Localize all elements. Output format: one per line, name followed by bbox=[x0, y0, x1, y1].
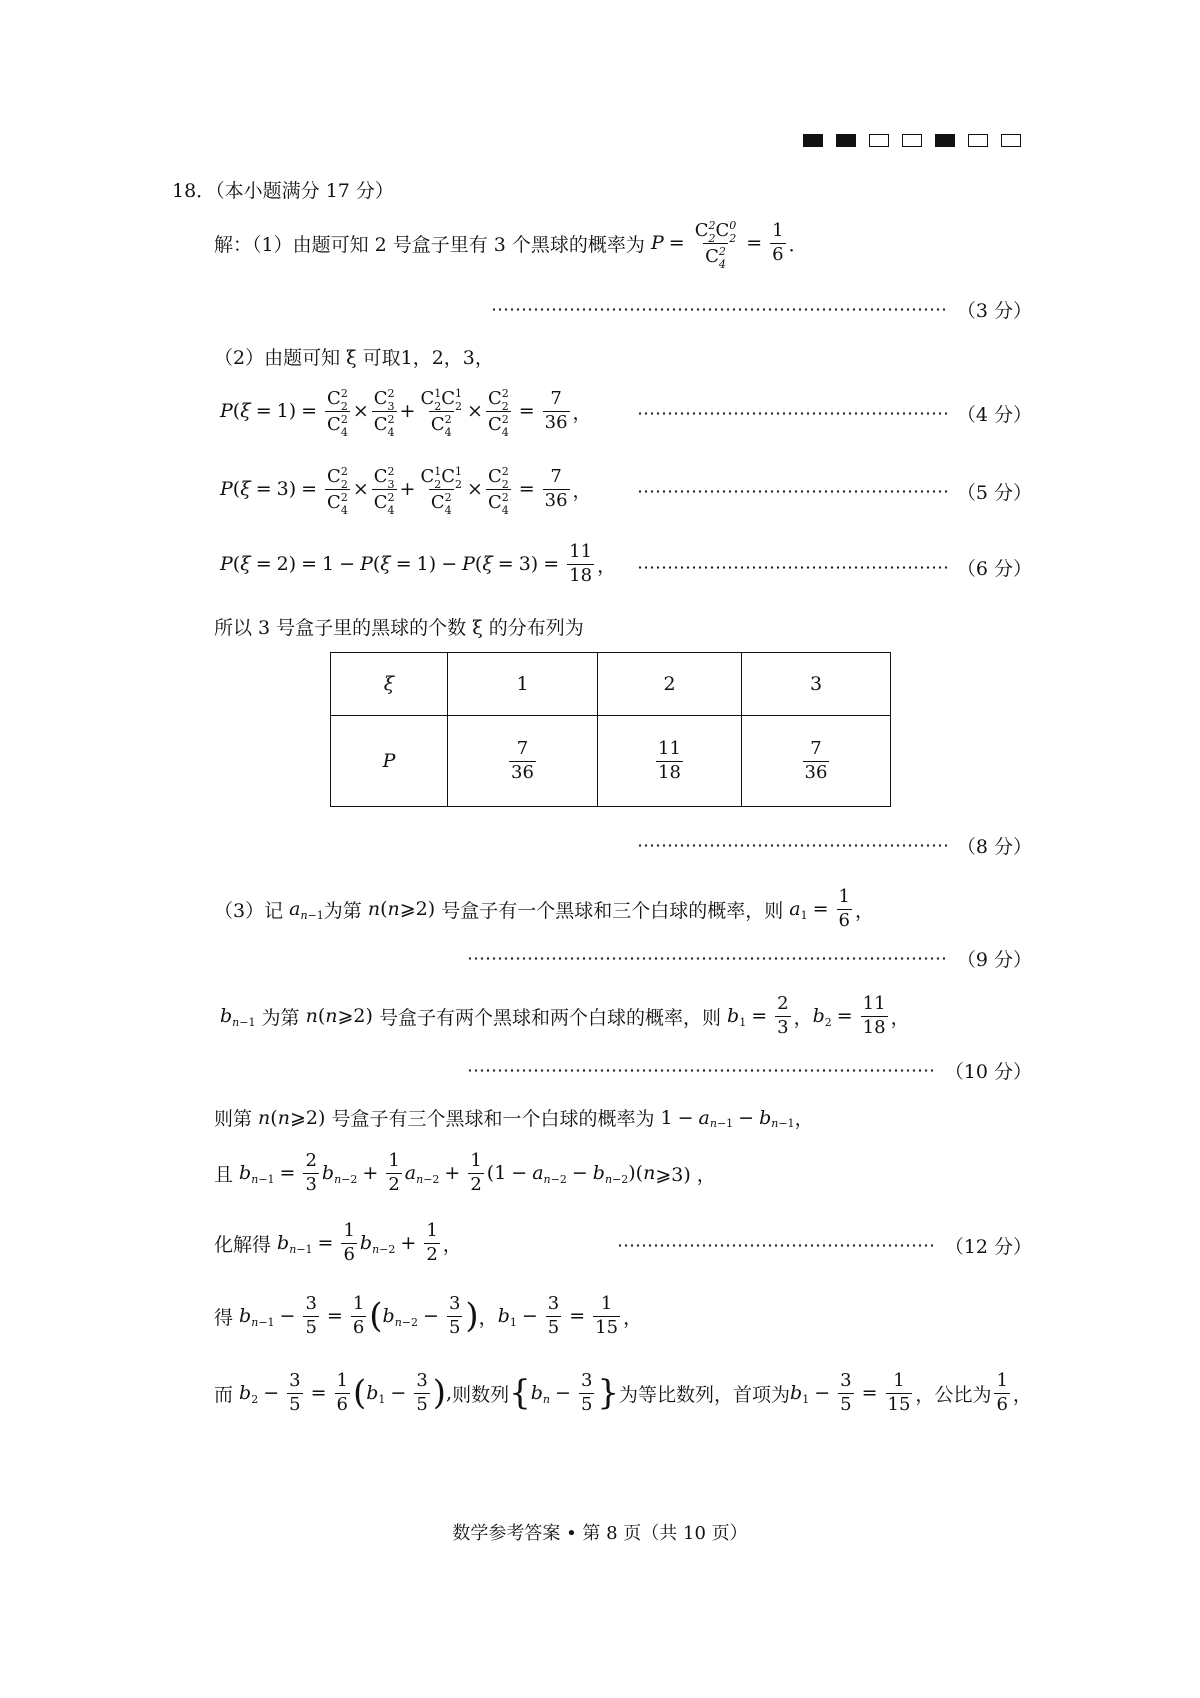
table-cell: P bbox=[331, 716, 448, 807]
table-cell bbox=[742, 716, 891, 807]
header-mark bbox=[869, 134, 889, 147]
score-label: （10 分） bbox=[944, 1061, 1032, 1083]
distribution-table bbox=[330, 652, 891, 807]
part3-line2: b n −1 为第 n ( n ⩾2) 号盒子有两个黑球和两个白球的概率，则 b 1 = $\frac{2}{3}$ ， b 2 = $\frac{11}{18}$ ， bbox=[220, 993, 910, 1038]
table-cell bbox=[448, 716, 598, 807]
dot-leader bbox=[637, 412, 949, 415]
score-label: （4 分） bbox=[956, 404, 1032, 426]
text-fragment: 号盒子有一个黑球和三个白球的概率，则 bbox=[441, 899, 784, 922]
score-line-3 bbox=[491, 296, 1032, 323]
formula-part1: P = $\frac{C^2_2C^0_2}{C^2_4}$ = $\frac{1}{6}$ bbox=[644, 219, 784, 271]
text-fragment: 为等比数列，首项为 bbox=[619, 1383, 791, 1406]
text-fragment: 号盒子有两个黑球和两个白球的概率，则 bbox=[378, 1006, 721, 1029]
table-cell bbox=[598, 716, 742, 807]
part2-intro bbox=[214, 343, 494, 370]
score-line-9 bbox=[467, 945, 1032, 972]
part3-line4: 且 b n −1 = $\frac{2}{3}$ b n −2 + $\frac{1}{2}$ a n −2 + $\frac{1}{2}$ (1 − a n −2 − b n −2 )( n ⩾3) ， bbox=[214, 1150, 716, 1195]
text-fragment: 得 bbox=[214, 1306, 234, 1329]
dot-leader bbox=[637, 490, 949, 493]
text-fragment: 为第 bbox=[261, 1006, 300, 1029]
text-fragment: 公比为 bbox=[934, 1383, 992, 1406]
dot-leader bbox=[467, 1069, 937, 1072]
text-fragment: 为第 bbox=[323, 899, 362, 922]
formula-p-xi-2: P ( ξ = 2) = 1 − P ( ξ = 1) − P ( ξ = 3) = $\frac{11}{18}$ ， bbox=[220, 541, 617, 586]
header-mark bbox=[836, 134, 856, 147]
text-fragment: 而 bbox=[214, 1383, 234, 1406]
dot-leader bbox=[617, 1244, 937, 1247]
part2-intro-text: （2）由题可知 ξ 可取1，2，3， bbox=[214, 347, 494, 369]
part1-line bbox=[214, 219, 808, 271]
header-mark bbox=[803, 134, 823, 147]
score-line-5 bbox=[637, 478, 1032, 505]
score-label: （6 分） bbox=[956, 558, 1032, 580]
header-mark bbox=[902, 134, 922, 147]
dot-leader bbox=[467, 957, 949, 960]
prob-num: 7 bbox=[516, 737, 529, 759]
table-cell: 1 bbox=[448, 653, 598, 716]
score-line-12 bbox=[617, 1232, 1032, 1259]
table-cell: ξ bbox=[331, 653, 448, 716]
score-label: （5 分） bbox=[956, 482, 1032, 504]
score-line-6 bbox=[637, 554, 1032, 581]
table-row bbox=[331, 716, 891, 807]
dot-leader bbox=[491, 308, 949, 311]
prob-num: 7 bbox=[810, 737, 822, 759]
header-mark bbox=[935, 134, 955, 147]
prob-num: 11 bbox=[658, 737, 681, 759]
dist-intro bbox=[214, 613, 584, 640]
score-label: （9 分） bbox=[956, 949, 1032, 971]
header-marks bbox=[803, 134, 1021, 147]
prob-den: 18 bbox=[658, 761, 681, 783]
part3-line7: 而 b 2 − $\frac{3}{5}$ = $\frac{1}{6}$ ( b 1 − $\frac{3}{5}$ ) , 则数列 { b n − $\frac{3}{5}$ } 为等比数列，首项为 b 1 − $\frac{3}{5}$ = $\frac{1}{15}$ ， 公比为 $\frac{1}{6}$ ， bbox=[214, 1370, 1032, 1415]
question-title-text: 18．（本小题满分 17 分） bbox=[172, 180, 394, 202]
header-mark bbox=[1001, 134, 1021, 147]
score-label: （8 分） bbox=[956, 836, 1032, 858]
text-fragment: 且 bbox=[214, 1163, 234, 1186]
text-fragment: 则第 bbox=[214, 1108, 253, 1130]
text-fragment: 化解得 bbox=[214, 1233, 272, 1256]
prob-den: 36 bbox=[511, 761, 534, 783]
question-title bbox=[172, 176, 394, 203]
score-line-10 bbox=[467, 1057, 1032, 1084]
text-fragment: 号盒子有三个黑球和一个白球的概率为 bbox=[331, 1108, 655, 1130]
part3-line3: 则第 n ( n ⩾2) 号盒子有三个黑球和一个白球的概率为 1 − a n −1 − b n −1 ， bbox=[214, 1104, 814, 1131]
part3-line1: （3）记 a n −1 为第 n ( n ⩾2) 号盒子有一个黑球和三个白球的概率，则 a 1 = $\frac{1}{6}$ ， bbox=[214, 886, 874, 931]
score-label: （12 分） bbox=[944, 1236, 1032, 1258]
table-cell: 2 bbox=[598, 653, 742, 716]
part1-tail: ． bbox=[788, 233, 808, 256]
header-mark bbox=[968, 134, 988, 147]
score-line-8 bbox=[637, 832, 1032, 859]
prob-den: 36 bbox=[804, 761, 828, 783]
formula-p-xi-1: P ( ξ = 1) = $\frac{C^2_2}{C^2_4}$ × $\frac{C^2_3}{C^2_4}$ + $\frac{C^1_2C^1_2}{C^2_4}$ × $\frac{C^2_2}{C^2_4}$ = $\frac{7}{36}$ ， bbox=[220, 387, 592, 439]
table-cell: 3 bbox=[742, 653, 891, 716]
part3-line6: 得 b n −1 − $\frac{3}{5}$ = $\frac{1}{6}$ ( b n −2 − $\frac{3}{5}$ ) ， b 1 − $\frac{3}{5}$ = $\frac{1}{15}$ ， bbox=[214, 1293, 643, 1338]
text-fragment: 则数列 bbox=[452, 1383, 510, 1406]
page-footer: 数学参考答案 • 第 8 页（共 10 页） bbox=[452, 1523, 748, 1544]
formula-p-xi-3: P ( ξ = 3) = $\frac{C^2_2}{C^2_4}$ × $\frac{C^2_3}{C^2_4}$ + $\frac{C^1_2C^1_2}{C^2_4}$ × $\frac{C^2_2}{C^2_4}$ = $\frac{7}{36}$ ， bbox=[220, 465, 592, 517]
score-label: （3 分） bbox=[956, 300, 1032, 322]
score-line-4 bbox=[637, 400, 1032, 427]
dot-leader bbox=[637, 844, 949, 847]
table-row bbox=[331, 653, 891, 716]
dot-leader bbox=[637, 566, 949, 569]
part1-text: 解：（1）由题可知 2 号盒子里有 3 个黑球的概率为 bbox=[214, 233, 645, 256]
part3-line5: 化解得 b n −1 = $\frac{1}{6}$ b n −2 + $\frac{1}{2}$ ， bbox=[214, 1220, 462, 1265]
text-fragment: （3）记 bbox=[214, 899, 284, 922]
dist-intro-text: 所以 3 号盒子里的黑球的个数 ξ 的分布列为 bbox=[214, 617, 584, 639]
comma: ， bbox=[572, 401, 592, 424]
